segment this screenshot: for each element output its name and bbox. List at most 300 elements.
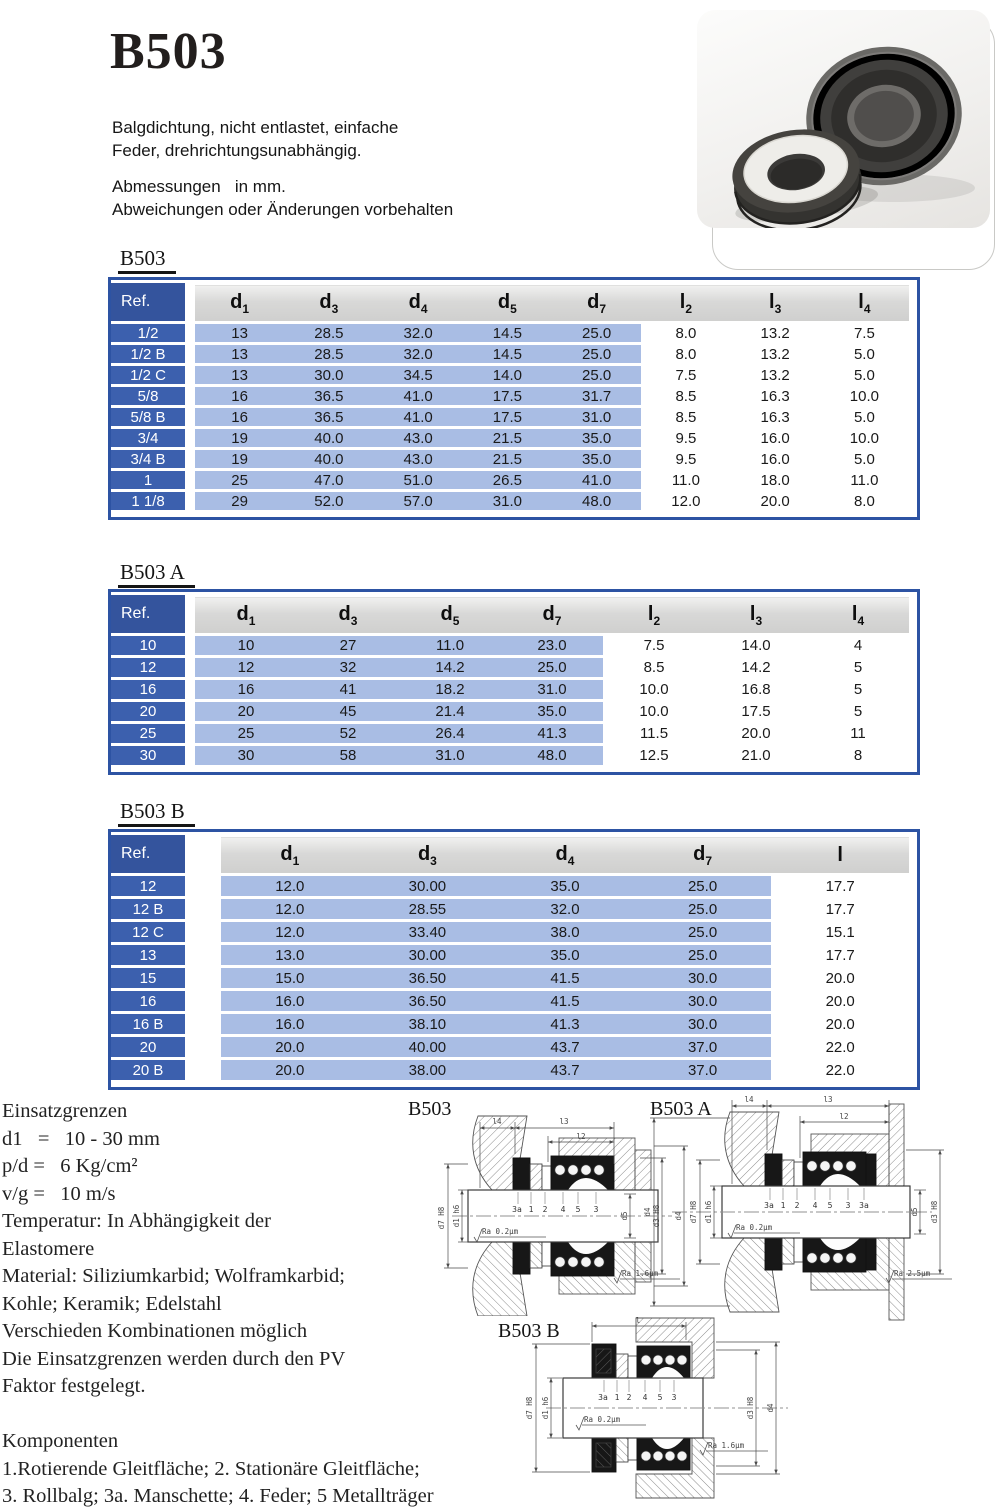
table-row [111,365,909,386]
part-label: 3a [859,1201,869,1210]
text-line: Faktor festgelegt. [2,1375,146,1397]
data-cell-d5: 14.5 [463,323,552,344]
data-cell-d5: 21.5 [463,428,552,449]
data-cell-l4: 4 [807,635,909,657]
text-line: Elastomere [2,1237,95,1260]
dim-d4: d4 [643,1207,652,1217]
ref-cell: 1 [111,470,185,491]
column-header-l: l [771,835,909,875]
spacer-cell [185,723,195,745]
data-cell-d3: 38.10 [359,1013,497,1036]
dim-d1: d1 h6 [452,1204,461,1228]
data-cell-d7: 31.0 [501,679,603,701]
data-cell-d1: 19 [195,449,284,470]
spacer-cell [185,1013,221,1036]
data-cell-l4: 5.0 [820,449,909,470]
part-label: 5 [657,1393,663,1402]
data-cell-d4: 43.0 [374,449,463,470]
data-cell-d7: 41.0 [552,470,641,491]
data-cell-l: 20.0 [771,1013,909,1036]
dimension-table-b503b [108,829,920,1090]
data-cell-l4: 5 [807,679,909,701]
dim-l2: l2 [839,1112,849,1121]
ref-cell: 12 B [111,898,185,921]
data-cell-d7: 25.0 [552,344,641,365]
table-row [111,1059,909,1081]
data-cell-l: 17.7 [771,898,909,921]
table-row [111,745,909,766]
spacer-cell [185,745,195,766]
data-cell-d1: 16.0 [221,990,359,1013]
page-title: B503 [110,23,227,80]
data-cell-d4: 35.0 [496,875,634,898]
data-cell-d3: 58 [297,745,399,766]
data-cell-l4: 10.0 [820,386,909,407]
text-line: Die Einsatzgrenzen werden durch den PV [2,1347,346,1370]
dim-d3: d3 H8 [746,1396,755,1420]
ref-cell: 1 1/8 [111,491,185,511]
table-row [111,944,909,967]
dim-l4: l4 [492,1117,502,1126]
data-cell-d4: 41.5 [496,967,634,990]
product-photo [697,10,990,228]
data-cell-d3: 27 [297,635,399,657]
column-header-l3: $l_3$ [731,283,820,323]
part-label: 4 [642,1393,648,1402]
product-description [112,116,398,162]
part-label: 5 [575,1205,581,1214]
data-cell-d1: 25 [195,470,284,491]
spacer-cell [185,657,195,679]
column-header-d3: $d_3$ [359,835,497,875]
data-cell-d3: 41 [297,679,399,701]
data-cell-l3: 13.2 [731,323,820,344]
data-cell-d4: 43.0 [374,428,463,449]
column-header-d4: $d_4$ [496,835,634,875]
spacer-cell [185,428,195,449]
data-cell-d4: 34.5 [374,365,463,386]
part-label: 4 [560,1205,566,1214]
drawing-label-b503b: B503 B [498,1320,560,1342]
dim-l3: l3 [823,1095,833,1104]
dim-d5: d5 [620,1211,629,1221]
column-header-d7: $d_7$ [501,595,603,635]
table-row [111,701,909,723]
data-cell-l3: 16.0 [731,428,820,449]
data-cell-d7: 35.0 [552,428,641,449]
ref-cell: 16 B [111,1013,185,1036]
ra-seat-label: Ra 1.6µm [708,1441,745,1450]
part-label: 2 [794,1201,800,1210]
table-row [111,428,909,449]
data-cell-d4: 32.0 [496,898,634,921]
data-cell-d3: 32 [297,657,399,679]
data-cell-d1: 12.0 [221,875,359,898]
table-b503b [111,832,909,1080]
text-line: Temperatur: In Abhängigkeit der [2,1210,271,1232]
part-label: 3 [845,1201,851,1210]
data-cell-l3: 16.8 [705,679,807,701]
table-row [111,921,909,944]
dim-d1: d1 h6 [541,1396,550,1420]
text-line: Abmessungen in mm. [112,177,286,196]
data-cell-d3: 36.50 [359,990,497,1013]
table-row [111,679,909,701]
data-cell-d7: 31.0 [552,407,641,428]
data-cell-d1: 20 [195,701,297,723]
data-cell-d1: 20.0 [221,1036,359,1059]
data-cell-d7: 25.0 [634,921,772,944]
data-cell-d4: 41.3 [496,1013,634,1036]
dim-d4: d4 [766,1403,775,1413]
part-label: 3 [671,1393,677,1402]
column-header-d1: $d_1$ [221,835,359,875]
data-cell-l3: 17.5 [705,701,807,723]
column-header-d4: $d_4$ [374,283,463,323]
table-row [111,1013,909,1036]
data-cell-l3: 21.0 [705,745,807,766]
data-cell-l3: 16.3 [731,407,820,428]
spacer-cell [185,407,195,428]
dim-d3: d3 H8 [930,1200,939,1224]
spacer-cell [185,898,221,921]
data-cell-l4: 11.0 [820,470,909,491]
ref-cell: 13 [111,944,185,967]
table-row [111,898,909,921]
data-cell-d7: 25.0 [634,875,772,898]
spacer-cell [185,679,195,701]
data-cell-d7: 25.0 [552,323,641,344]
seal-photo-illustration [697,10,990,228]
drawing-b503b [518,1316,893,1506]
data-cell-l2: 7.5 [603,635,705,657]
column-header-d3: $d_3$ [284,283,373,323]
data-cell-d3: 33.40 [359,921,497,944]
ref-cell: 12 [111,657,185,679]
data-cell-d4: 43.7 [496,1036,634,1059]
ref-cell: 12 [111,875,185,898]
data-cell-d7: 30.0 [634,967,772,990]
data-cell-l3: 14.2 [705,657,807,679]
text-line: d1 = 10 - 30 mm [2,1127,160,1150]
data-cell-d3: 28.55 [359,898,497,921]
data-cell-l3: 13.2 [731,344,820,365]
ref-cell: 10 [111,635,185,657]
part-label: 3a [598,1393,608,1402]
table-row [111,657,909,679]
dimension-table-b503a [108,589,920,775]
seal-assembly [473,1116,651,1190]
dim-l2: l2 [576,1132,586,1141]
data-cell-d1: 20.0 [221,1059,359,1081]
data-cell-d7: 25.0 [634,944,772,967]
data-cell-d1: 29 [195,491,284,511]
spacer-cell [185,944,221,967]
data-cell-d4: 57.0 [374,491,463,511]
data-cell-l4: 10.0 [820,428,909,449]
part-label: 1 [780,1201,786,1210]
part-label: 1 [528,1205,534,1214]
data-cell-d1: 19 [195,428,284,449]
column-header-d5: $d_5$ [399,595,501,635]
data-cell-d1: 10 [195,635,297,657]
column-header-d7: $d_7$ [634,835,772,875]
data-cell-l2: 10.0 [603,679,705,701]
text-line: 1.Rotierende Gleitfläche; 2. Stationäre Gleitfläche; [2,1457,420,1480]
data-cell-d1: 16 [195,407,284,428]
data-cell-l2: 8.0 [641,344,730,365]
data-cell-d7: 25.0 [634,898,772,921]
data-cell-d3: 38.00 [359,1059,497,1081]
data-cell-l3: 18.0 [731,470,820,491]
data-cell-d4: 51.0 [374,470,463,491]
ref-cell: 20 B [111,1059,185,1081]
data-cell-d3: 28.5 [284,344,373,365]
column-header-d3: $d_3$ [297,595,399,635]
data-cell-d5: 17.5 [463,407,552,428]
data-cell-d3: 45 [297,701,399,723]
data-cell-d5: 31.0 [463,491,552,511]
ra-shaft-label: Ra 0.2µm [482,1227,519,1236]
dim-d5: d5 [910,1207,919,1217]
drawing-b503a [642,1090,994,1330]
data-cell-l4: 5.0 [820,407,909,428]
data-cell-d7: 25.0 [501,657,603,679]
part-label: 4 [812,1201,818,1210]
ref-cell: 16 [111,679,185,701]
data-cell-l4: 8.0 [820,491,909,511]
spacer-cell [185,967,221,990]
data-cell-d7: 30.0 [634,1013,772,1036]
dim-l4: l4 [744,1095,754,1104]
data-cell-d4: 41.0 [374,407,463,428]
part-label: 1 [614,1393,620,1402]
data-cell-d3: 40.0 [284,428,373,449]
data-cell-d7: 31.7 [552,386,641,407]
column-header-d7: $d_7$ [552,283,641,323]
text-line: v/g = 10 m/s [2,1182,116,1205]
data-cell-l4: 7.5 [820,323,909,344]
data-cell-d4: 41.5 [496,990,634,1013]
data-cell-l4: 5 [807,657,909,679]
ref-column-header: Ref. [111,283,185,323]
data-cell-d1: 16 [195,386,284,407]
data-cell-d7: 48.0 [552,491,641,511]
data-cell-d3: 30.00 [359,944,497,967]
table-label-b503b: B503 B [118,799,195,827]
data-cell-d5: 21.5 [463,449,552,470]
data-cell-l: 17.7 [771,944,909,967]
spacer-cell [185,1036,221,1059]
data-cell-d3: 36.5 [284,407,373,428]
text-line: Abweichungen oder Änderungen vorbehalten [112,200,454,219]
table-row [111,1036,909,1059]
table-row [111,449,909,470]
spacer-cell [185,1059,221,1081]
data-cell-l3: 20.0 [731,491,820,511]
data-cell-d1: 13.0 [221,944,359,967]
data-cell-d3: 40.0 [284,449,373,470]
data-cell-d7: 37.0 [634,1059,772,1081]
seal-assembly [592,1318,714,1378]
text-line: p/d = 6 Kg/cm² [2,1155,138,1177]
data-cell-d1: 25 [195,723,297,745]
data-cell-d3: 28.5 [284,323,373,344]
dim-l: l [635,1316,641,1325]
ref-cell: 20 [111,701,185,723]
data-cell-l: 22.0 [771,1059,909,1081]
text-line: Feder, drehrichtungsunabhängig. [112,141,362,160]
spacer-cell [185,323,195,344]
data-cell-d1: 16.0 [221,1013,359,1036]
data-cell-d4: 38.0 [496,921,634,944]
text-line: Balgdichtung, nicht entlastet, einfache [112,118,399,137]
data-cell-l: 17.7 [771,875,909,898]
data-cell-d5: 18.2 [399,679,501,701]
data-cell-d3: 30.00 [359,875,497,898]
data-cell-d1: 15.0 [221,967,359,990]
ref-cell: 3/4 B [111,449,185,470]
dimension-notes [112,175,453,221]
data-cell-l3: 16.0 [731,449,820,470]
data-cell-d5: 26.4 [399,723,501,745]
ref-column-header: Ref. [111,595,185,635]
ref-cell: 5/8 [111,386,185,407]
data-cell-l2: 12.5 [603,745,705,766]
part-label: 3 [593,1205,599,1214]
ra-seat-label: Ra 2.5µm [894,1269,931,1278]
data-cell-d5: 14.2 [399,657,501,679]
spacer-cell [185,344,195,365]
data-cell-l2: 11.5 [603,723,705,745]
data-cell-d3: 47.0 [284,470,373,491]
column-header-l2: $l_2$ [603,595,705,635]
spacer-cell [185,990,221,1013]
data-cell-d7: 30.0 [634,990,772,1013]
spacer [185,283,195,323]
text-line: 3. Rollbalg; 3a. Manschette; 4. Feder; 5 Metallträger [2,1485,434,1507]
table-label-b503: B503 [118,246,176,274]
data-cell-l2: 7.5 [641,365,730,386]
ref-cell: 15 [111,967,185,990]
table-b503 [111,280,909,510]
data-cell-l2: 11.0 [641,470,730,491]
data-cell-d3: 36.50 [359,967,497,990]
column-header-l4: $l_4$ [820,283,909,323]
data-cell-d7: 35.0 [552,449,641,470]
table-label-b503a: B503 A [118,560,195,588]
data-cell-l: 15.1 [771,921,909,944]
text-line: Komponenten [2,1430,119,1452]
ref-cell: 3/4 [111,428,185,449]
ref-cell: 12 C [111,921,185,944]
drawing-label-b503: B503 [408,1098,452,1120]
data-cell-d1: 12.0 [221,921,359,944]
data-cell-l3: 16.3 [731,386,820,407]
data-cell-d7: 23.0 [501,635,603,657]
data-cell-d3: 52.0 [284,491,373,511]
text-line: Kohle; Keramik; Edelstahl [2,1292,222,1315]
spacer-cell [185,449,195,470]
column-header-d1: $d_1$ [195,283,284,323]
data-cell-d4: 32.0 [374,344,463,365]
table-row [111,470,909,491]
spacer-cell [185,875,221,898]
table-row [111,875,909,898]
ra-seat-label: Ra 1.6µm [622,1269,659,1278]
spacer-cell [185,491,195,511]
ref-column-header: Ref. [111,835,185,875]
ref-cell: 1/2 [111,323,185,344]
data-cell-l3: 14.0 [705,635,807,657]
dimension-table-b503 [108,277,920,520]
data-cell-l2: 8.5 [641,386,730,407]
table-row [111,967,909,990]
data-cell-d5: 11.0 [399,635,501,657]
ra-shaft-label: Ra 0.2µm [736,1223,773,1232]
data-cell-l4: 5.0 [820,344,909,365]
data-cell-d7: 35.0 [501,701,603,723]
data-cell-d5: 21.4 [399,701,501,723]
data-cell-d1: 13 [195,323,284,344]
data-cell-d3: 36.5 [284,386,373,407]
data-cell-l2: 8.5 [641,407,730,428]
seal-assembly [725,1104,904,1186]
dim-d7: d7 H8 [437,1206,446,1230]
dim-d7: d7 H8 [525,1396,534,1420]
data-cell-l: 20.0 [771,967,909,990]
data-cell-d7: 37.0 [634,1036,772,1059]
data-cell-l2: 8.5 [603,657,705,679]
table-row [111,990,909,1013]
table-row [111,635,909,657]
data-cell-l2: 9.5 [641,428,730,449]
usage-limits-text [2,1098,345,1401]
data-cell-d3: 52 [297,723,399,745]
data-cell-d4: 32.0 [374,323,463,344]
spacer-cell [185,386,195,407]
dim-l3: l3 [559,1117,569,1126]
data-cell-d1: 16 [195,679,297,701]
ref-cell: 16 [111,990,185,1013]
column-header-l4: $l_4$ [807,595,909,635]
spacer-cell [185,470,195,491]
column-header-d1: $d_1$ [195,595,297,635]
part-label: 2 [626,1393,632,1402]
data-cell-d1: 13 [195,365,284,386]
data-cell-d1: 12 [195,657,297,679]
data-cell-d1: 30 [195,745,297,766]
data-cell-d5: 14.0 [463,365,552,386]
data-cell-l2: 10.0 [603,701,705,723]
dim-d4: d4 [674,1211,683,1221]
data-cell-l4: 5 [807,701,909,723]
data-cell-d1: 13 [195,344,284,365]
part-label: 3a [512,1205,522,1214]
table-row [111,407,909,428]
data-cell-d4: 35.0 [496,944,634,967]
data-cell-d7: 41.3 [501,723,603,745]
table-b503a [111,592,909,765]
data-cell-d7: 25.0 [552,365,641,386]
ra-shaft-label: Ra 0.2µm [584,1415,621,1424]
data-cell-l2: 9.5 [641,449,730,470]
part-label: 3a [764,1201,774,1210]
data-cell-l: 22.0 [771,1036,909,1059]
part-label: 5 [827,1201,833,1210]
spacer [185,595,195,635]
drawing-label-b503a: B503 A [650,1098,712,1120]
